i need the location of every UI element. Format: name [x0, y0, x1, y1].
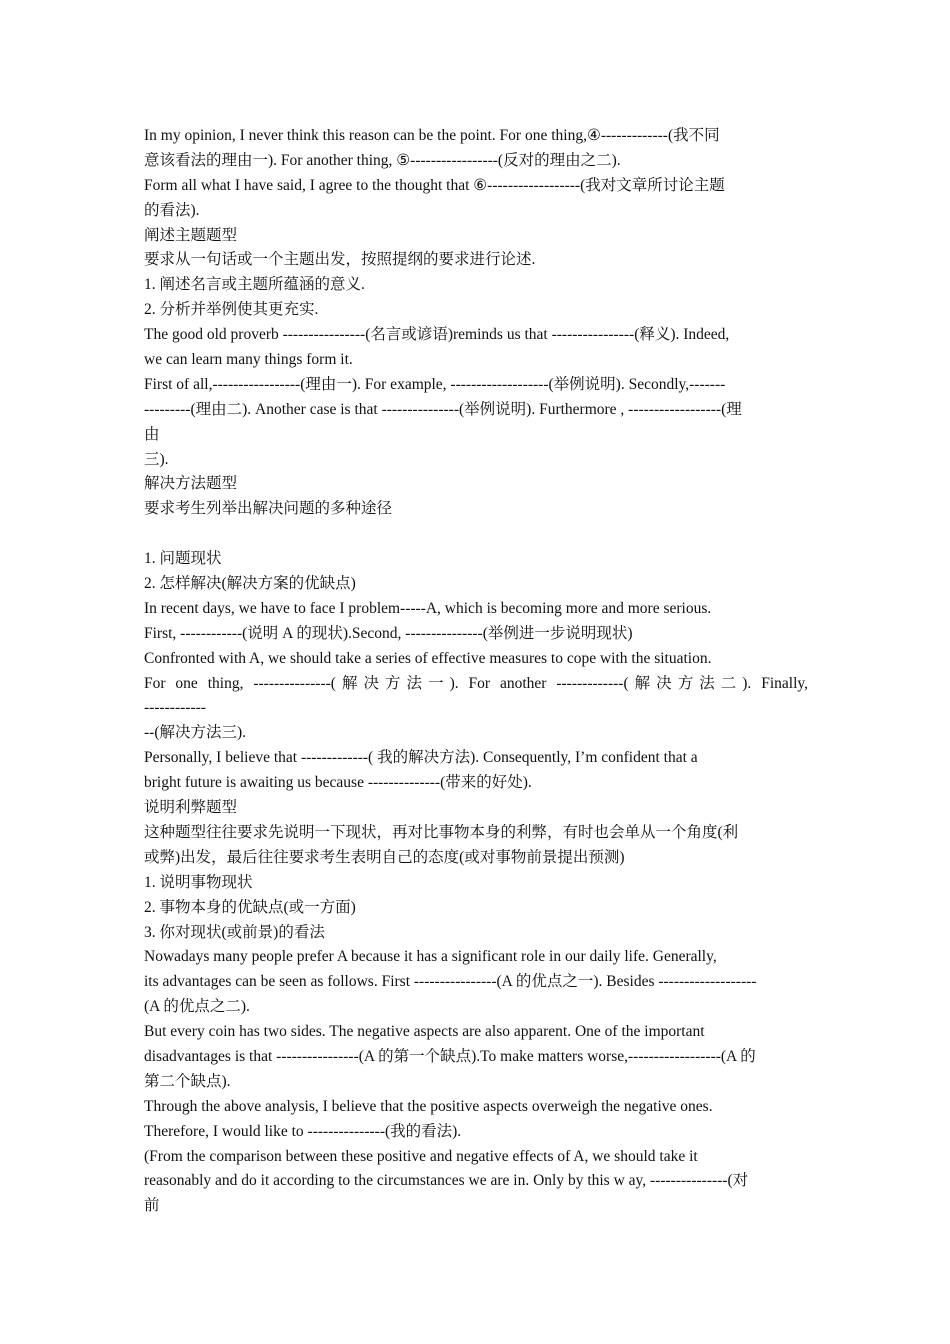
section-heading: 阐述主题题型: [144, 226, 238, 244]
text-line: Therefore, I would like to ---------------(我的看法).: [144, 1122, 462, 1140]
text-line: In recent days, we have to face I problem-----A, which is becoming more and more serious.: [144, 599, 712, 617]
text-line: 或弊)出发，最后往往要求考生表明自己的态度(或对事物前景提出预测): [144, 848, 625, 866]
text-line: 要求考生列举出解决问题的多种途径: [144, 500, 393, 518]
text-line: The good old proverb ----------------(名言或谚语)reminds us that ----------------(释义). Indeed,: [144, 326, 730, 344]
text-line: --(解决方法三).: [144, 724, 247, 742]
text-line: bright future is awaiting us because --------------(带来的好处).: [144, 774, 532, 792]
outline-item: 1. 说明事物现状: [144, 873, 253, 891]
section-heading: 解决方法题型: [144, 475, 238, 493]
text-line: its advantages can be seen as follows. First ----------------(A 的优点之一). Besides -------------------: [144, 973, 757, 991]
outline-item: 2. 分析并举例使其更充实.: [144, 301, 319, 319]
outline-item: 2. 怎样解决(解决方案的优缺点): [144, 575, 356, 593]
text-line: 前: [144, 1197, 160, 1215]
outline-item: 1. 阐述名言或主题所蕴涵的意义.: [144, 276, 365, 294]
document-page: [144, 124, 808, 1219]
text-line: 意该看法的理由一). For another thing, ⑤-----------------(反对的理由之二).: [144, 151, 621, 169]
outline-item: 1. 问题现状: [144, 550, 222, 568]
text-line: ------------: [144, 699, 206, 717]
text-line: But every coin has two sides. The negative aspects are also apparent. One of the important: [144, 1023, 705, 1041]
text-line: First, ------------(说明 A 的现状).Second, ---------------(举例进一步说明现状): [144, 624, 633, 642]
outline-item: 3. 你对现状(或前景)的看法: [144, 923, 325, 941]
section-heading: 说明利弊题型: [144, 799, 238, 817]
text-line: In my opinion, I never think this reason can be the point. For one thing,④-------------(我不同: [144, 127, 720, 144]
text-line: For one thing, ---------------(解决方法一). For another -------------(解决方法二). Finally,: [144, 674, 808, 692]
text-line: Through the above analysis, I believe that the positive aspects overweigh the negative ones.: [144, 1097, 713, 1115]
text-line: First of all,-----------------(理由一). For example, -------------------(举例说明). Secondly,-------: [144, 375, 726, 393]
text-line: disadvantages is that ----------------(A 的第一个缺点).To make matters worse,------------------(A 的: [144, 1047, 756, 1065]
text-line: 这种题型往往要求先说明一下现状，再对比事物本身的利弊，有时也会单从一个角度(利: [144, 823, 739, 841]
text-line: Confronted with A, we should take a series of effective measures to cope with the situation.: [144, 649, 712, 667]
text-line: (From the comparison between these positive and negative effects of A, we should take it: [144, 1147, 698, 1165]
text-line: Personally, I believe that -------------( 我的解决方法). Consequently, I’m confident that a: [144, 749, 698, 767]
text-line: we can learn many things form it.: [144, 351, 353, 369]
text-line: 由: [144, 425, 160, 443]
text-line: Nowadays many people prefer A because it has a significant role in our daily life. Generally,: [144, 948, 717, 966]
text-line: 的看法).: [144, 201, 200, 219]
blank-line: [144, 522, 808, 547]
text-line: ---------(理由二). Another case is that ---------------(举例说明). Furthermore , ------------------(理: [144, 400, 742, 418]
outline-item: 2. 事物本身的优缺点(或一方面): [144, 898, 356, 916]
text-line: Form all what I have said, I agree to the thought that ⑥------------------(我对文章所讨论主题: [144, 176, 725, 194]
text-line: (A 的优点之二).: [144, 998, 250, 1016]
text-line: 三).: [144, 450, 169, 468]
text-line: reasonably and do it according to the circumstances we are in. Only by this w ay, ---------------(对: [144, 1172, 749, 1190]
text-line: 第二个缺点).: [144, 1072, 231, 1090]
text-line: 要求从一句话或一个主题出发，按照提纲的要求进行论述.: [144, 251, 536, 269]
